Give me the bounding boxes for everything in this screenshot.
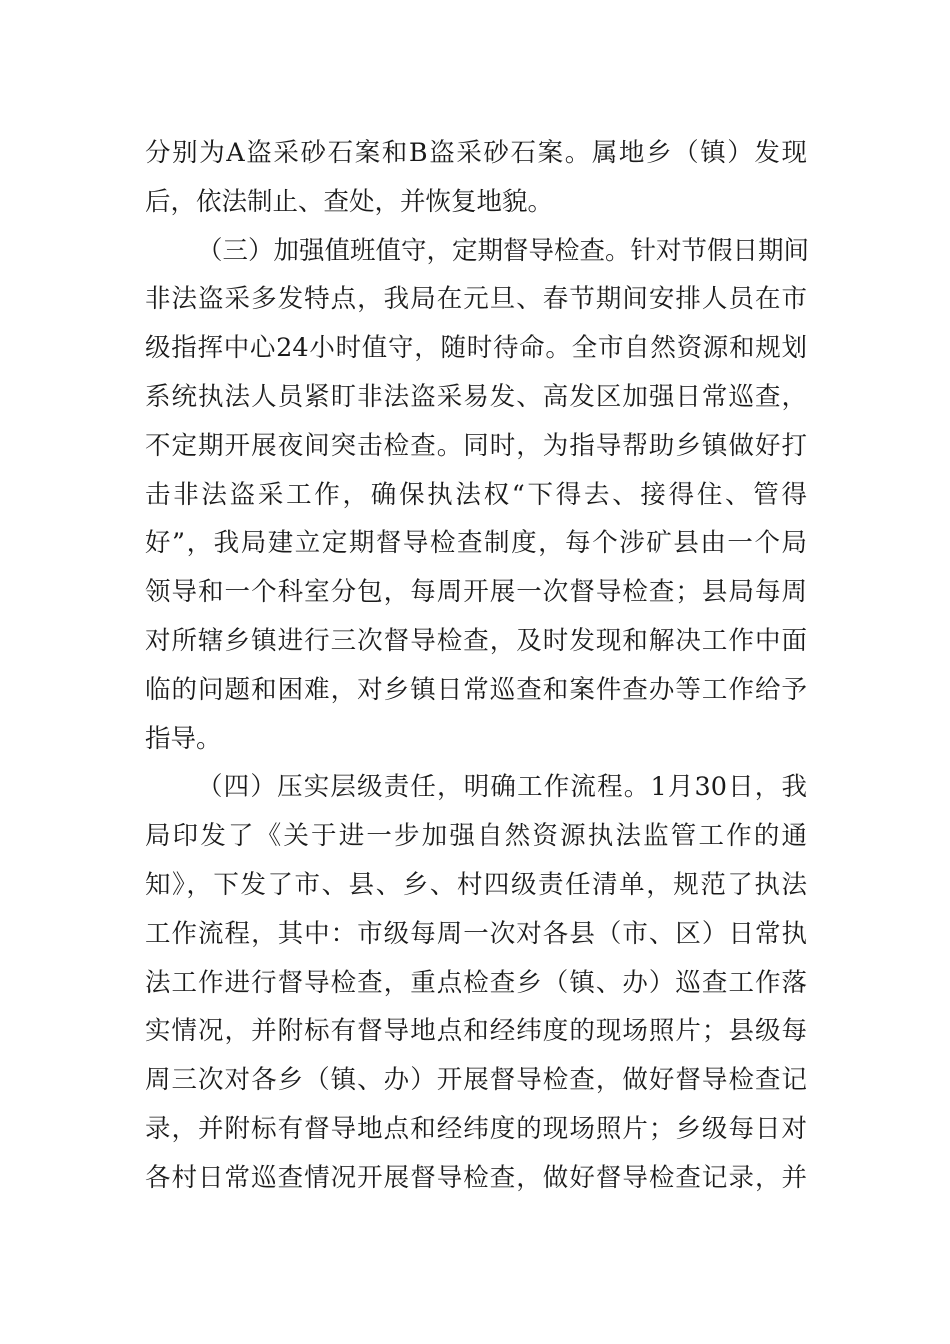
text-line: 局印发了《关于进一步加强自然资源执法监管工作的通 xyxy=(145,821,807,852)
text-line: 实情况，并附标有督导地点和经纬度的现场照片；县级每 xyxy=(145,1016,807,1047)
text-line: 知》，下发了市、县、乡、村四级责任清单，规范了执法 xyxy=(145,869,807,900)
text-line: 领导和一个科室分包，每周开展一次督导检查；县局每周 xyxy=(145,577,807,608)
text-line: 临的问题和困难，对乡镇日常巡查和案件查办等工作给予 xyxy=(145,674,807,705)
text-line: 周三次对各乡（镇、办）开展督导检查，做好督导检查记 xyxy=(145,1065,807,1096)
paragraph-section-4 xyxy=(145,763,807,1202)
paragraph-continuation xyxy=(145,129,807,227)
text-line: 对所辖乡镇进行三次督导检查，及时发现和解决工作中面 xyxy=(145,625,807,656)
text-line: 级指挥中心24小时值守，随时待命。全市自然资源和规划 xyxy=(145,333,807,364)
text-line: 后，依法制止、查处，并恢复地貌。 xyxy=(145,186,554,217)
text-line: 工作流程，其中：市级每周一次对各县（市、区）日常执 xyxy=(145,918,807,949)
document-body xyxy=(145,129,810,1203)
text-line: 不定期开展夜间突击检查。同时，为指导帮助乡镇做好打 xyxy=(145,430,807,461)
paragraph-section-3 xyxy=(145,227,810,764)
text-line: 击非法盗采工作，确保执法权“下得去、接得住、管得 xyxy=(145,479,807,510)
text-line: 指导。 xyxy=(145,723,222,754)
text-line: 非法盗采多发特点，我局在元旦、春节期间安排人员在市 xyxy=(145,284,807,315)
section-heading-line: （四）压实层级责任，明确工作流程。1月30日，我 xyxy=(197,772,807,803)
text-line: 系统执法人员紧盯非法盗采易发、高发区加强日常巡查， xyxy=(145,381,807,412)
text-line: 法工作进行督导检查，重点检查乡（镇、办）巡查工作落 xyxy=(145,967,807,998)
text-line: 好”，我局建立定期督导检查制度，每个涉矿县由一个局 xyxy=(145,528,807,559)
section-heading-line: （三）加强值班值守，定期督导检查。针对节假日期间 xyxy=(197,235,810,266)
text-line: 各村日常巡查情况开展督导检查，做好督导检查记录，并 xyxy=(145,1162,807,1193)
text-line: 分别为A盗采砂石案和B盗采砂石案。属地乡（镇）发现 xyxy=(145,138,807,168)
text-line: 录，并附标有督导地点和经纬度的现场照片；乡级每日对 xyxy=(145,1113,807,1144)
